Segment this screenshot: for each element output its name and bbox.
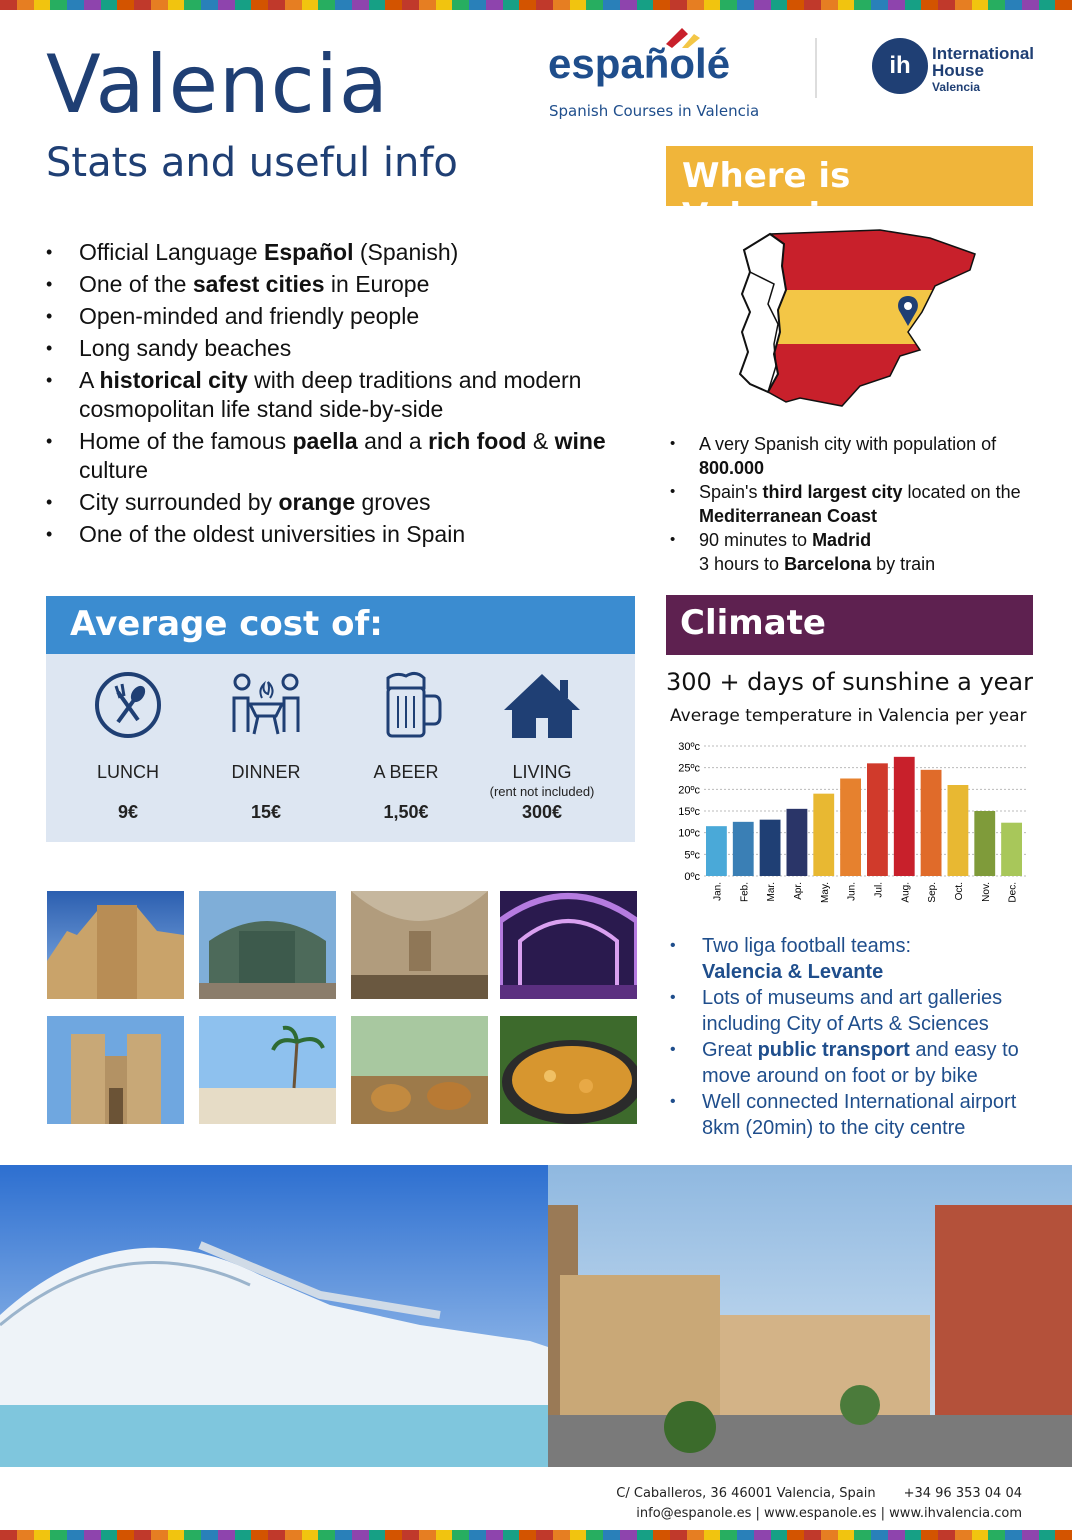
beer-mug-icon	[366, 670, 446, 740]
photo-paella	[500, 1016, 637, 1124]
plate-cutlery-icon	[88, 670, 168, 740]
photo-lonja-palace	[47, 891, 184, 999]
bottom-color-stripe	[0, 1530, 1072, 1540]
extra-fact-item: • Great public transport and easy to move around on foot or by bike	[668, 1037, 1048, 1089]
x-tick-label: Jul.	[873, 882, 885, 898]
espanole-logo[interactable]: españolé	[548, 40, 731, 87]
cost-note: (rent not included)	[489, 784, 595, 799]
highlight-item: • Open-minded and friendly people	[44, 302, 644, 331]
temperature-bar	[948, 785, 969, 876]
highlight-item: • Home of the famous paella and a rich food & wine culture	[44, 427, 644, 485]
highlight-item: • One of the safest cities in Europe	[44, 270, 644, 299]
plaza-de-la-reina-photo	[548, 1165, 1072, 1467]
temperature-bar	[733, 822, 754, 876]
x-tick-label: Apr.	[792, 882, 804, 900]
temperature-bar	[840, 779, 861, 877]
where-fact-item: • A very Spanish city with population of 800.000	[668, 432, 1048, 480]
where-fact-item: • 90 minutes to Madrid 3 hours to Barcelona by train	[668, 528, 1048, 576]
photo-bioparc-lions	[351, 1016, 488, 1124]
temperature-bar	[706, 826, 727, 876]
temperature-bar	[921, 770, 942, 876]
footer	[616, 1484, 1022, 1524]
panorama-photo	[0, 1165, 1072, 1467]
photo-serranos-towers	[47, 1016, 184, 1124]
barbecue-icon	[226, 670, 306, 740]
y-tick-label: 30ºc	[678, 741, 700, 753]
espanole-tagline: Spanish Courses in Valencia	[549, 102, 760, 120]
temperature-bar	[760, 820, 781, 876]
footer-address: C/ Caballeros, 36 46001 Valencia, Spain	[616, 1486, 876, 1501]
footer-contacts[interactable]: info@espanole.es | www.espanole.es | www.ihvalencia.com	[636, 1506, 1022, 1521]
x-tick-label: Sep.	[927, 882, 939, 903]
extra-fact-item: • Two liga football teams: Valencia & Levante	[668, 933, 1048, 985]
cost-price: 1,50€	[383, 802, 429, 822]
extra-fact-item: • Lots of museums and art galleries including City of Arts & Sciences	[668, 985, 1048, 1037]
cost-label: LUNCH	[96, 762, 159, 782]
x-tick-label: Jan.	[712, 882, 724, 901]
footer-row-1	[616, 1484, 1022, 1504]
x-tick-label: Mar.	[766, 882, 778, 902]
x-tick-label: Feb.	[739, 882, 751, 903]
cost-heading: Average cost of:	[46, 596, 635, 654]
house-icon	[502, 670, 582, 740]
sunshine-text: 300 + days of sunshine a year	[666, 668, 1034, 696]
cost-price: 300€	[521, 802, 563, 822]
photo-umbracle-night	[500, 891, 637, 999]
x-tick-label: Oct.	[953, 882, 965, 901]
extra-fact-item: • Well connected International airport 8km (20min) to the city centre	[668, 1089, 1048, 1141]
x-tick-label: Dec.	[1007, 882, 1019, 903]
x-tick-label: Nov.	[980, 882, 992, 902]
where-heading: Where is Valencia	[666, 146, 1033, 206]
extras-list	[668, 933, 1048, 1141]
cost-price: 15€	[250, 802, 282, 822]
temperature-bar	[1001, 823, 1022, 876]
highlight-item: • Official Language Español (Spanish)	[44, 238, 644, 267]
cost-label: DINNER	[231, 762, 301, 782]
y-tick-label: 15ºc	[678, 806, 700, 818]
y-tick-label: 0ºc	[684, 871, 700, 883]
ih-logo-name[interactable]	[932, 45, 1034, 79]
photo-beach	[199, 1016, 336, 1124]
photo-cathedral-interior	[351, 891, 488, 999]
top-color-stripe	[0, 0, 1072, 10]
climate-heading: Climate	[666, 595, 1033, 655]
y-tick-label: 10ºc	[678, 827, 700, 840]
cost-label: LIVING	[512, 762, 572, 782]
logo-divider	[815, 38, 817, 98]
ih-logo-city: Valencia	[932, 80, 981, 94]
y-tick-label: 25ºc	[678, 762, 700, 775]
x-tick-label: Aug.	[900, 882, 912, 903]
highlight-item: • A historical city with deep traditions and modern cosmopolitan life stand side-by-side	[44, 366, 644, 424]
ih-logo-mark[interactable]: ih	[872, 38, 928, 94]
highlights-list	[44, 238, 644, 552]
page-title: Valencia	[46, 38, 389, 131]
highlight-item: • City surrounded by orange groves	[44, 488, 644, 517]
temperature-chart	[668, 736, 1032, 906]
chart-title: Average temperature in Valencia per year	[670, 706, 1027, 726]
highlight-item: • One of the oldest universities in Spain	[44, 520, 644, 549]
y-tick-label: 5ºc	[684, 849, 700, 862]
ih-name-line2: House	[932, 61, 984, 80]
page-subtitle: Stats and useful info	[46, 140, 458, 186]
x-tick-label: May.	[819, 882, 831, 903]
cost-label: A BEER	[373, 762, 439, 782]
cost-panel	[46, 654, 635, 842]
temperature-bar	[787, 809, 808, 876]
ih-name-line1: International	[932, 44, 1035, 63]
footer-phone[interactable]: +34 96 353 04 04	[903, 1486, 1022, 1501]
temperature-bar	[813, 794, 834, 876]
city-of-arts-photo	[0, 1165, 548, 1467]
y-tick-label: 20ºc	[678, 784, 700, 797]
highlight-item: • Long sandy beaches	[44, 334, 644, 363]
where-fact-item: • Spain's third largest city located on the Mediterranean Coast	[668, 480, 1048, 528]
spain-map-icon	[730, 224, 980, 408]
photo-central-market	[199, 891, 336, 999]
where-facts-list	[668, 432, 1048, 576]
temperature-bar	[894, 757, 915, 876]
x-tick-label: Jun.	[846, 882, 858, 901]
cost-price: 9€	[117, 802, 139, 822]
temperature-bar	[867, 763, 888, 876]
temperature-bar	[974, 811, 995, 876]
